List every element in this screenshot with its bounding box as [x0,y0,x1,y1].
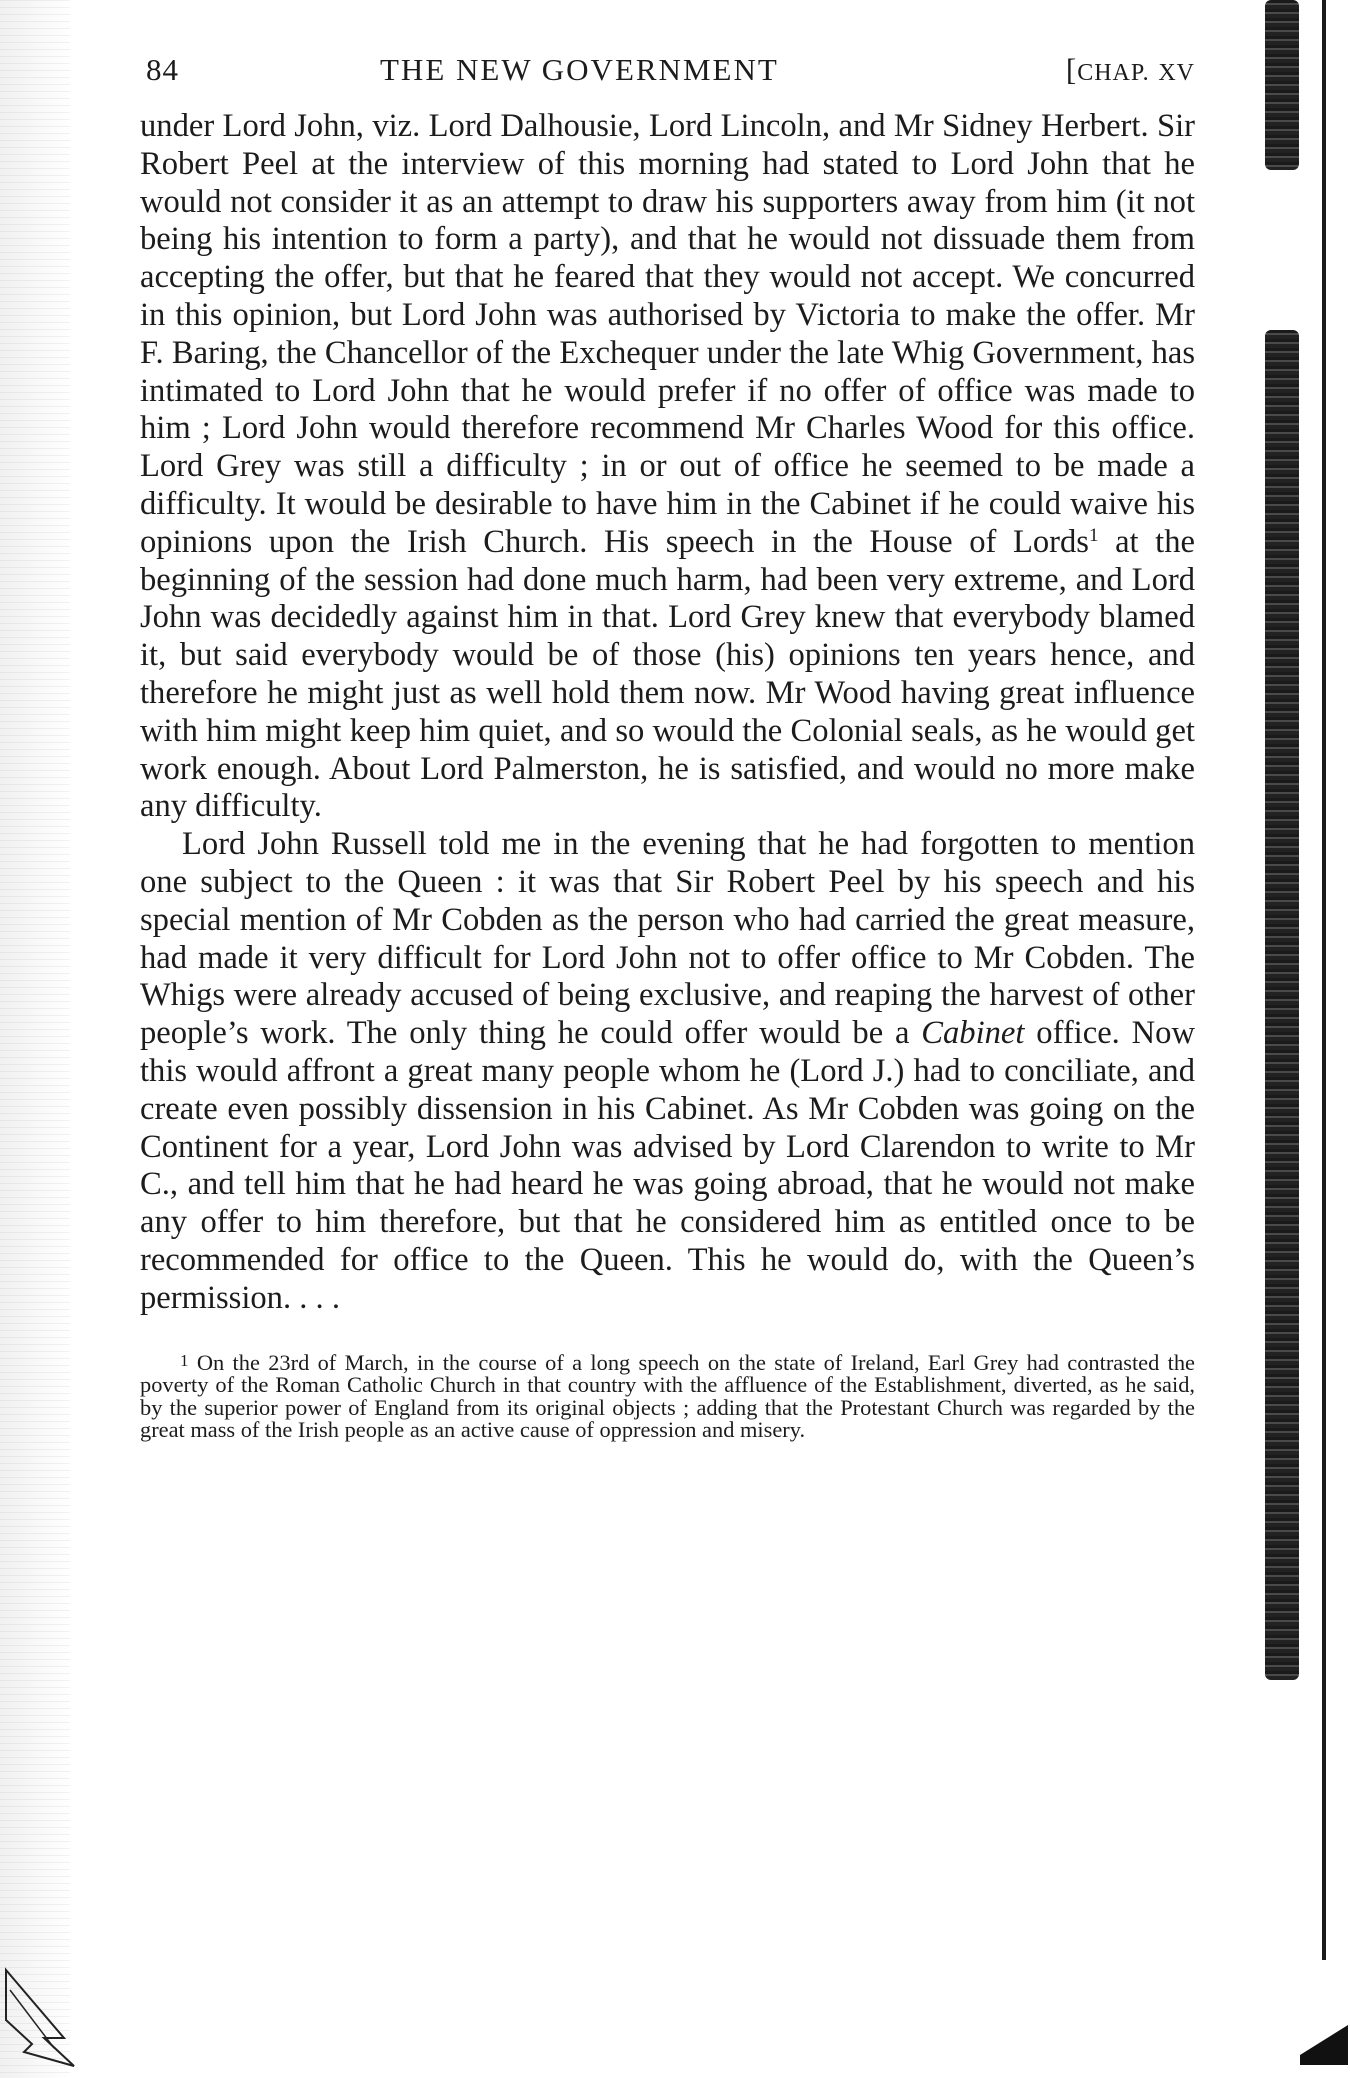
running-head [140,52,1195,102]
chapter-bracket: [ [1065,52,1078,87]
page-number: 84 [146,52,179,87]
corner-arrow-mark-icon [4,1960,84,2070]
footnote-number: 1 [180,1350,189,1370]
body-text [140,108,1195,1318]
paragraph-2-text-b: office. Now this would affront a great many people whom he (Lord J.) had to conciliate, and create even possibly dissension in his Cabinet. As Mr Cobden was going on the Continent for a year, Lord John was advised by Lord Clarendon to write to Mr C., and tell him that he had heard he was going abroad, that he would not make any offer to him therefore, but that he considered him as entitled once to be recommended for office to the Queen. This he would do, with the Queen’s permission. . . . [140,1015,1195,1316]
scan-shadow-left [0,0,70,2078]
paragraph-2-text-a: Lord John Russell told me in the evening that he had forgotten to mention one subject to the Queen : it was that Sir Robert Peel by his speech and his special mention of Mr Cobden as the person who had carried the great measure, had made it very difficult for Lord John not to offer office to Mr Cobden. The Whigs were already accused of being exclusive, and reaping the harvest of other people’s work. The only thing he could offer would be a [140,826,1195,1052]
footnote-reference: 1 [1088,524,1099,546]
paragraph-2-emphasis: Cabinet [921,1015,1025,1052]
chapter-label: CHAP. [1077,60,1150,86]
binding-shadow [1265,330,1299,1680]
corner-wedge-mark-icon [1300,2005,1348,2065]
footnote-text: On the 23rd of March, in the course of a long speech on the state of Ireland, Earl Grey had contrasted the poverty of the Roman Catholic Church in that country with the affluence of the Establishment, diverted, as he said, by the superior power of England from its original objects ; adding that the Protestant Church was regarded by the great mass of the Irish people as an active cause of oppression and misery. [140,1349,1195,1443]
book-page [140,52,1195,1442]
chapter-reference [1066,52,1195,88]
footnotes [140,1350,1195,1442]
running-title: THE NEW GOVERNMENT [380,52,779,87]
paragraph-1 [140,108,1195,826]
footnote-1 [140,1350,1195,1442]
page-edge-line [1322,0,1326,1960]
paragraph-2 [140,826,1195,1317]
chapter-number: XV [1158,60,1195,86]
paragraph-1-text-b: at the beginning of the session had done much harm, had been very extreme, and Lord John was decidedly against him in that. Lord Grey knew that everybody blamed it, but said everybody would be of those (his) opinions ten years hence, and therefore he might just as well hold them now. Mr Wood having great influence with him might keep him quiet, and so would the Colonial seals, as he would get work enough. About Lord Palmerston, he is satisfied, and would no more make any difficulty. [140,523,1195,825]
paragraph-1-text-a: under Lord John, viz. Lord Dalhousie, Lord Lincoln, and Mr Sidney Herbert. Sir Robert Peel at the interview of this morning had stated to Lord John that he would not consider it as an attempt to draw his supporters away from him (it not being his intention to form a party), and that he would not dissuade them from accepting the offer, but that he feared that they would not accept. We concurred in this opinion, but Lord John was authorised by Victoria to make the offer. Mr F. Baring, the Chancellor of the Exchequer under the late Whig Government, has intimated to Lord John that he would prefer if no offer of office was made to him ; Lord John would therefore recommend Mr Charles Wood for this office. Lord Grey was still a difficulty ; in or out of office he seemed to be made a difficulty. It would be desirable to have him in the Cabinet if he could waive his opinions upon the Irish Church. His speech in the House of Lords [140,108,1195,560]
binding-shadow-top [1265,0,1299,170]
